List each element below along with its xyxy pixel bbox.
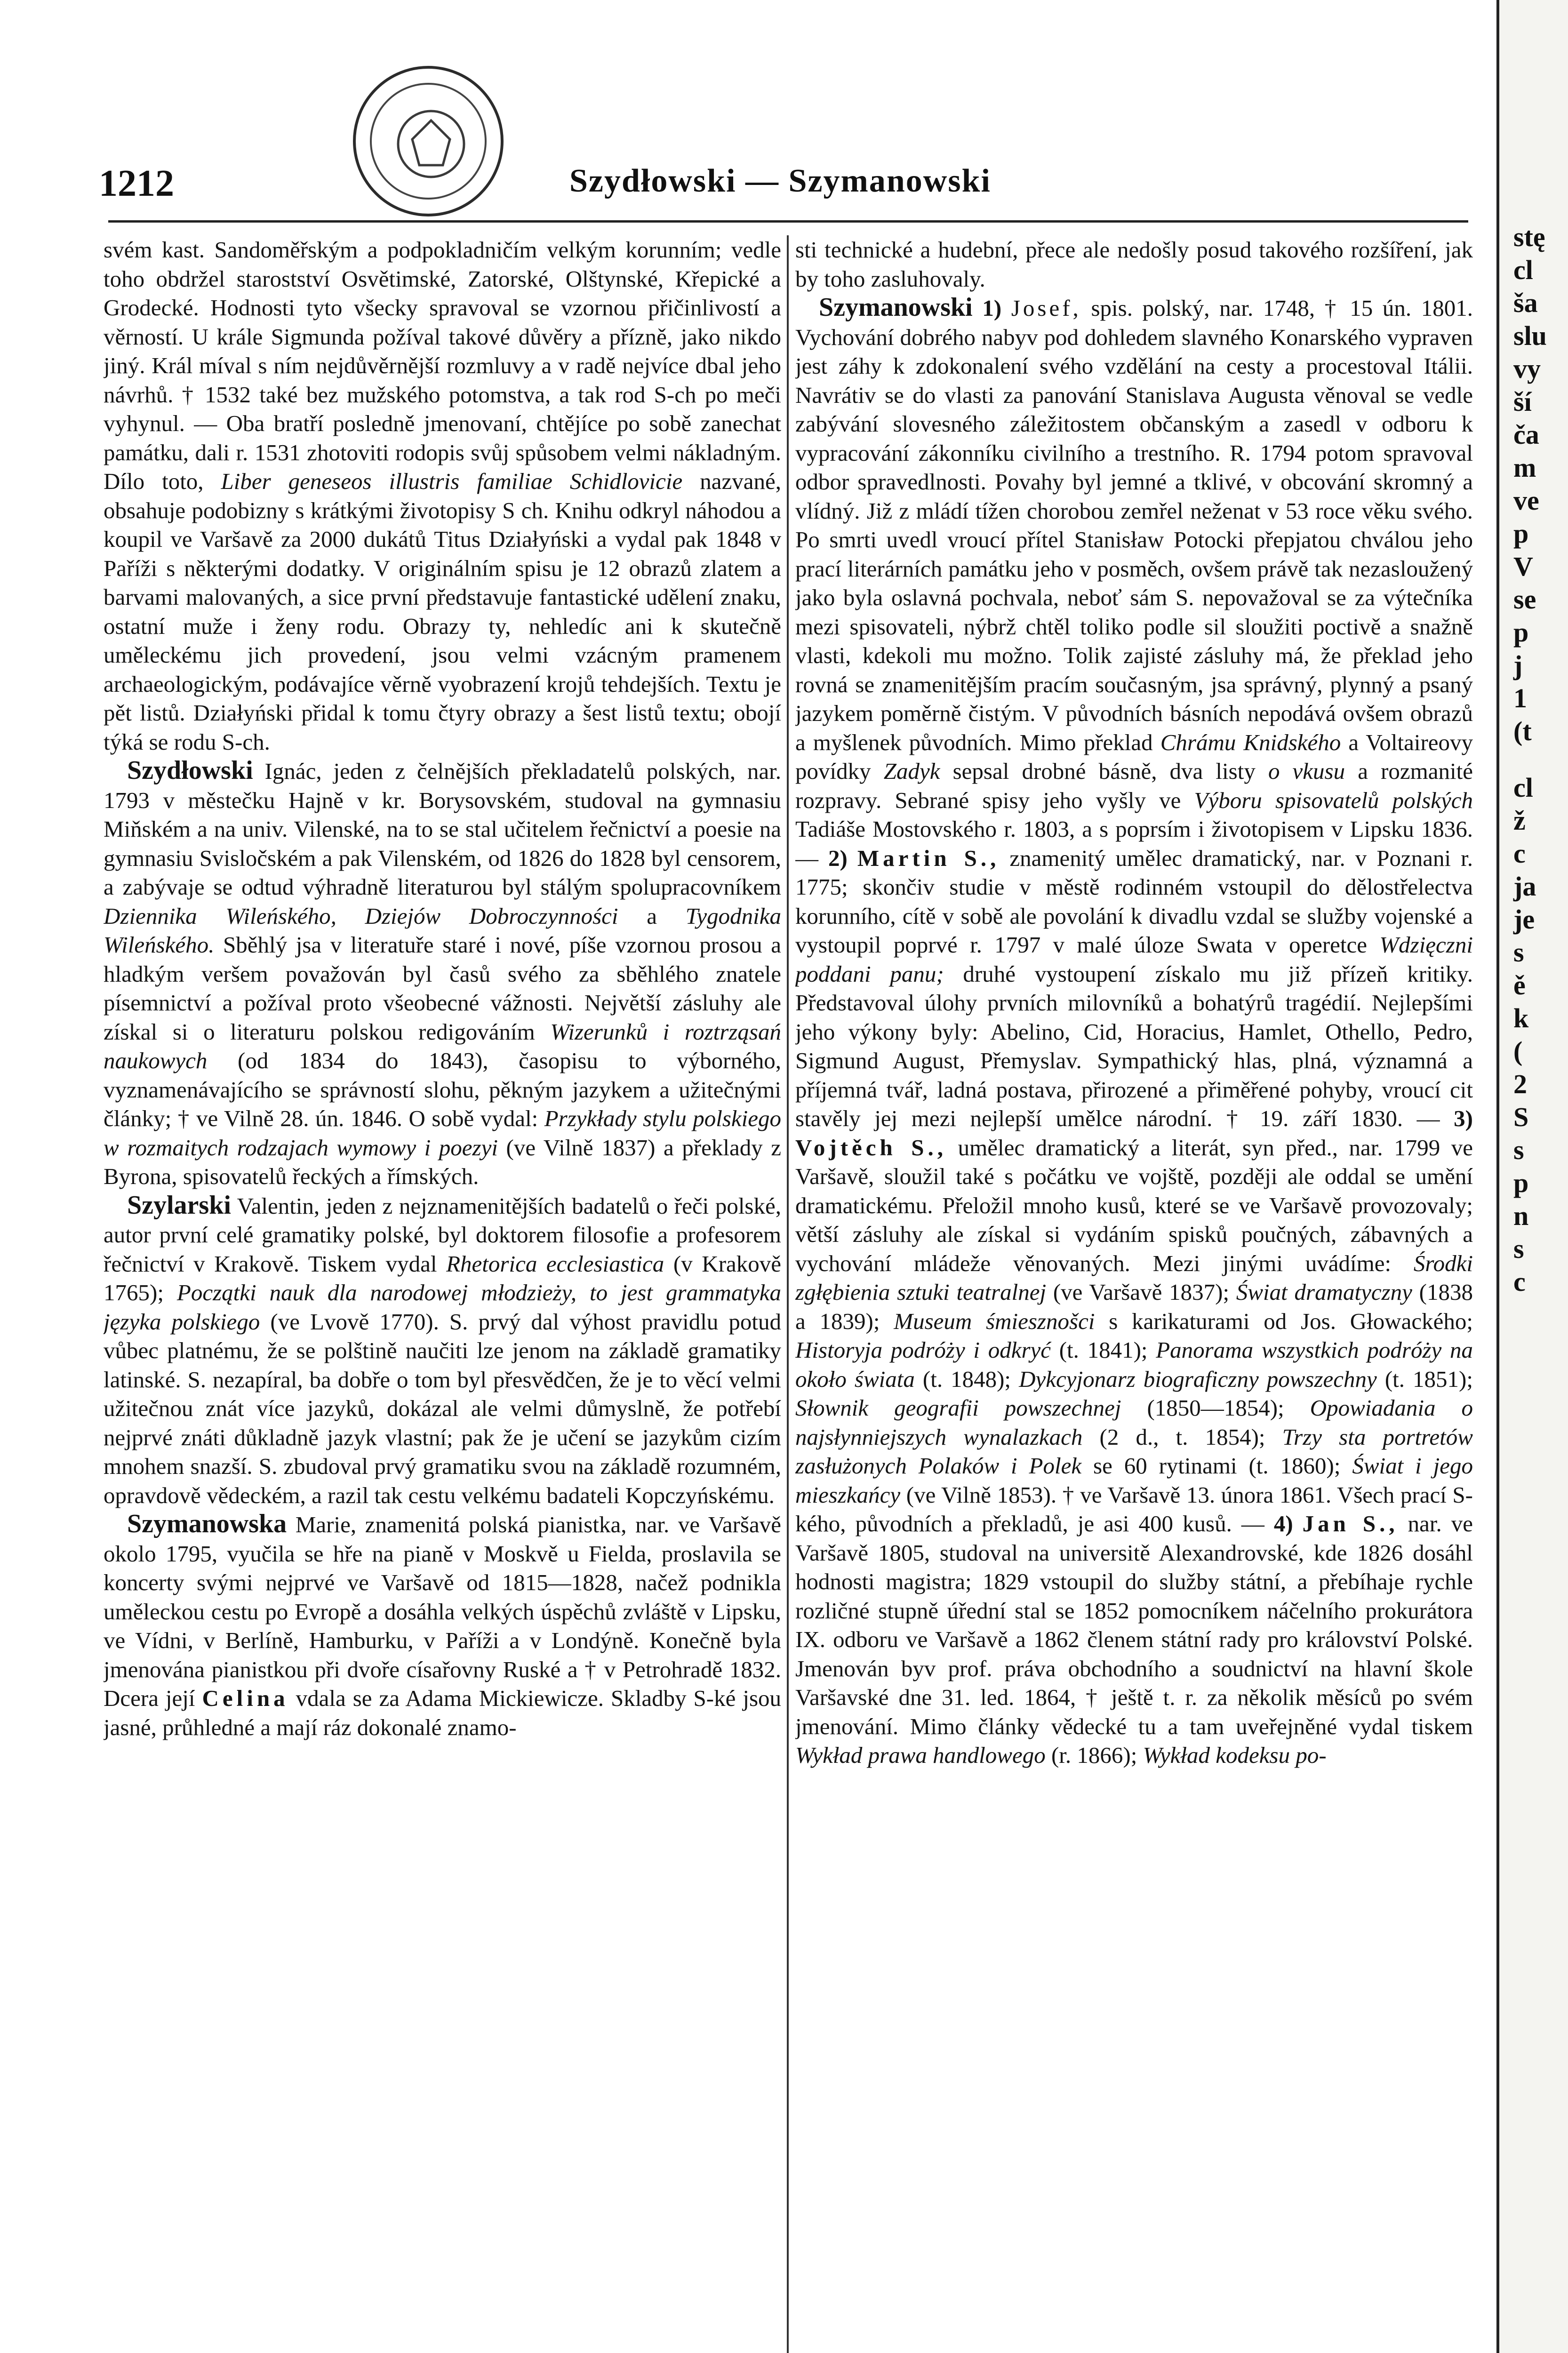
headword: Szylarski bbox=[127, 1190, 231, 1220]
page-header bbox=[99, 162, 1464, 209]
entry-szymanowska: Szymanowska Marie, znamenitá polská pianistka, nar. ve Varšavě okolo 1795, vyučila se hře na pianě v Moskvě u Fielda, proslavila se koncerty svými nejprvé ve Varšavě od 1815—1828, načež podnikla uměleckou cestu po Evropě a dosáhla velkých úspěchů zvláště v Lipsku, ve Vídni, v Berlíně, Hamburku, v Paříži a v Londýně. Konečně byla jmenována pianistkou při dvoře císařovny Ruské a † v Petrohradě 1832. Dcera její Celina vdala se za Adama Mickiewicze. Skladby S-ké jsou jasné, průhledné a mají ráz dokonalé znamo- bbox=[104, 1509, 781, 1740]
entry-szymanowski: Szymanowski 1) Josef, spis. polský, nar. 1748, † 15 ún. 1801. Vychování dobrého nabyv pod dohledem slavného Konarského vypraven jest záhy k zdokonalení svého vzdělání na cesty a procestoval Itálii. Navrátiv se do vlasti za panování Stanislava Augusta věnoval se vedle zabývání slovesného záležitostem občanským a zasedl v odboru k vypracování zákonníku civilního a trestního. R. 1794 potom spravoval odbor spravedlnosti. Povahy byl jemné a tklivé, v obcování skromný a vlídný. Již z mládí tížen chorobou zemřel neženat v 53 roce věku svého. Po smrti uvedl vroucí přítel Stanisław Potocki přepjatou chválou jeho prací literárních památku jeho v posměch, ovšem právě tak nezasloužený jako byla oslavná pochvala, neboť sám S. nepovažoval se za výtečníka mezi spisovateli, nýbrž chtěl toliko podle sil sloužiti poctivě a snažně vlasti, kdekoli mu možno. Tolik zajisté zásluhy má, že překlad jeho rovná se znamenitějším pracím současným, jsa správný, plynný a psaný jazykem poměrně čistým. V původních básních nepodává ovšem obrazů a myšlenek původních. Mimo překlad Chrámu Knidského a Voltaireovy povídky Zadyk sepsal drobné básně, dva listy o vkusu a rozmanité rozpravy. Sebrané spisy jeho vyšly ve Výboru spisovatelů polských Tadiáše Mostovského r. 1803, a s poprsím i životopisem v Lipsku 1836. — 2) Martin S., znamenitý umělec dramatický, nar. v Poznani r. 1775; skončiv studie v městě rodinném vstoupil do dělostřelectva korunního, cítě v sobě ale povolání k divadlu vzdal se služby vojenské a vystoupil poprvé r. 1797 v malé úloze Swata v operetce Wdzięczni poddani panu; druhé vystoupení získalo mu již přízeň kritiky. Představoval úlohy prvních milovníků a bohatýrů tragédií. Nejlepšími jeho výkony byly: Abelino, Cid, Horacius, Hamlet, Othello, Pedro, Sigmund August, Přemyslav. Sympathický hlas, plná, významná a příjemná tvář, ladná postava, přirozené a přiměřené pohyby, vroucí cit stavěly jej mezi nejlepší umělce národní. † 19. září 1830. — 3) Vojtěch S., umělec dramatický a literát, syn před., nar. 1799 ve Varšavě, sloužil také s počátku ve vojště, později ale oddal se umění dramatickému. Přeložil mnoho kusů, které se ve Varšavě provozovaly; větší zásluhy ale získal si vydáním spisků poučných, zábavných a vychování mládeže věnovaných. Mezi jinými uvádíme: Środki zgłębienia sztuki teatralnej (ve Varšavě 1837); Świat dramatyczny (1838 a 1839); Museum śmiesznošci s karikaturami od Jos. Głowackého; Historyja podróży i odkryć (t. 1841); Panorama wszystkich podróży na około świata (t. 1848); Dykcyjonarz biograficzny powszechny (t. 1851); Słownik geografii powszechnej (1850—1854); Opowiadania o najsłynniejszych wynalazkach (2 d., t. 1854); Trzy sta portretów zasłużonych Polaków i Polek se 60 rytinami (t. 1860); Świat i jego mieszkańcy (ve Vilně 1853). † ve Varšavě 13. února 1861. Všech prací S-kého, původních a překladů, je asi 400 kusů. — 4) Jan S., nar. ve Varšavě 1805, studoval na universitě Alexandrovské, kde 1826 dosáhl hodnosti magistra; 1829 vstoupil do služby státní, a přebíhaje rychle rozličné stupně úřední stal se 1852 pomocníkem náčelního prokurátora IX. odboru ve Varšavě a 1862 členem státní rady pro království Polské. Jmenován byv prof. práva obchodního a soudnictví na hlavní škole Varšavské dne 31. led. 1864, † ještě t. r. za několik měsíců po svém jmenování. Mimo články vědecké tu a tam uveřejněné vydal tiskem Wykład prawa handlowego (r. 1866); Wykład kodeksu po- bbox=[795, 293, 1473, 1768]
entry-szymanowska-continued: sti technické a hudební, přece ale nedošly posud takového rozšíření, jak by toho zasluhovaly. bbox=[795, 237, 1473, 292]
headword: Szymanowski bbox=[819, 293, 973, 322]
right-column bbox=[795, 235, 1473, 2353]
adjacent-page-edge: stę cl ša slu vy ší ča m ve p V se p j 1 (t cl ž c ja je s ě k ( 2 S s p n s c bbox=[1496, 0, 1568, 2353]
left-column bbox=[104, 235, 781, 2353]
entry-szydlowski: Szydłowski Ignác, jeden z čelnějších překladatelů polských, nar. 1793 v městečku Hajně v kr. Borysovském, studoval na gymnasiu Miňském a na univ. Vilenské, na to se stal učitelem řečnictví a poesie na gymnasiu Svisločském a pak Vilenském, od 1826 do 1828 byl censorem, a zabývaje se odtud výhradně literaturou byl stálým spolupracovníkem Dziennika Wileńského, Dziejów Dobroczynności a Tygodnika Wileńského. Sběhlý jsa v literatuře staré i nové, píše vzornou prosou a hladkým veršem považován byl časů svého za sběhlého znatele písemnictví a požíval proto všeobecné vážnosti. Největší zásluhy ale získal si o literaturu polskou redigováním Wizerunků i roztrząsań naukowych (od 1834 do 1843), časopisu to výborného, vyznamenávajícího se správností slohu, pěkným jazykem a užitečnými články; † ve Vilně 28. ún. 1846. O sobě vydal: Przykłady stylu polskiego w rozmaitych rodzajach wymowy i poezyi (ve Vilně 1837) a překlady z Byrona, spisovatelů řeckých a římských. bbox=[104, 756, 781, 1189]
entry-szydlowiecki-continued: svém kast. Sandoměřským a podpokladničím velkým korunním; vedle toho obdržel starostství Osvětimské, Zatorské, Olštynské, Křepické a Grodecké. Hodnosti tyto všecky spravoval se vzornou přičinlivostí a věrností. U krále Sigmunda požíval takové důvěry a přízně, jako nikdo jiný. Král míval s ním nejdůvěrnější rozmluvy a v radě nejvíce dbal jeho návrhů. † 1532 také bez mužského potomstva, a tak rod S-ch po meči vyhynul. — Oba bratří posledně jmenovaní, chtějíce po sobě zanechat památku, dali r. 1531 zhotoviti rodopis svůj spůsobem velmi nákladným. Dílo toto, Liber geneseos illustris familiae Schidlovicie nazvané, obsahuje podobizny s krátkými životopisy S ch. Knihu odkryl náhodou a koupil ve Varšavě za 2000 dukátů Titus Działyński a vydal pak 1848 v Paříži s některými dodatky. V originálním spisu je 12 obrazů zlatem a barvami malovaných, a sice první představuje fantastické udělení znaku, ostatní muže i ženy rodu. Obrazy ty, nehledíc ani k skutečně uměleckému jich provedení, jsou velmi vzácným pramenem archaeologickým, podávajíce věrně vyobrazení krojů tehdejších. Textu je pět listů. Działyński přidal k tomu čtyry obrazy a šest listů textu; obojí týká se rodu S-ch. bbox=[104, 237, 781, 755]
running-head: Szydłowski — Szymanowski bbox=[569, 163, 991, 199]
header-rule bbox=[108, 220, 1468, 223]
column-divider bbox=[787, 235, 789, 2353]
headword: Szydłowski bbox=[127, 756, 253, 785]
entry-szylarski: Szylarski Valentin, jeden z nejznamenitějších badatelů o řeči polské, autor první celé gramatiky polské, byl doktorem filosofie a profesorem řečnictví v Krakově. Tiskem vydal Rhetorica ecclesiastica (v Krakově 1765); Początki nauk dla narodowej młodzieży, to jest grammatyka języka polskiego (ve Lvově 1770). S. prvý dal výhost pravidlu potud vůbec platnému, že se polštině naučiti lze jenom na základě gramatiky latinské. S. nezapíral, ba dobře o tom byl přesvědčen, že je to věcí velmi užitečnou znát více jazyků, dokázal ale velmi důmyslně, že potřebí nejprvé znáti důkladně jazyk vlastní; pak že je učení se jazykům cizím mnohem snazší. S. zbudoval prvý gramatiku svou na základě rozumném, opravdově vědeckém, a razil tak cestu velkému badateli Kopczyńskému. bbox=[104, 1190, 781, 1508]
headword: Szymanowska bbox=[127, 1509, 287, 1538]
page-number: 1212 bbox=[99, 163, 174, 204]
